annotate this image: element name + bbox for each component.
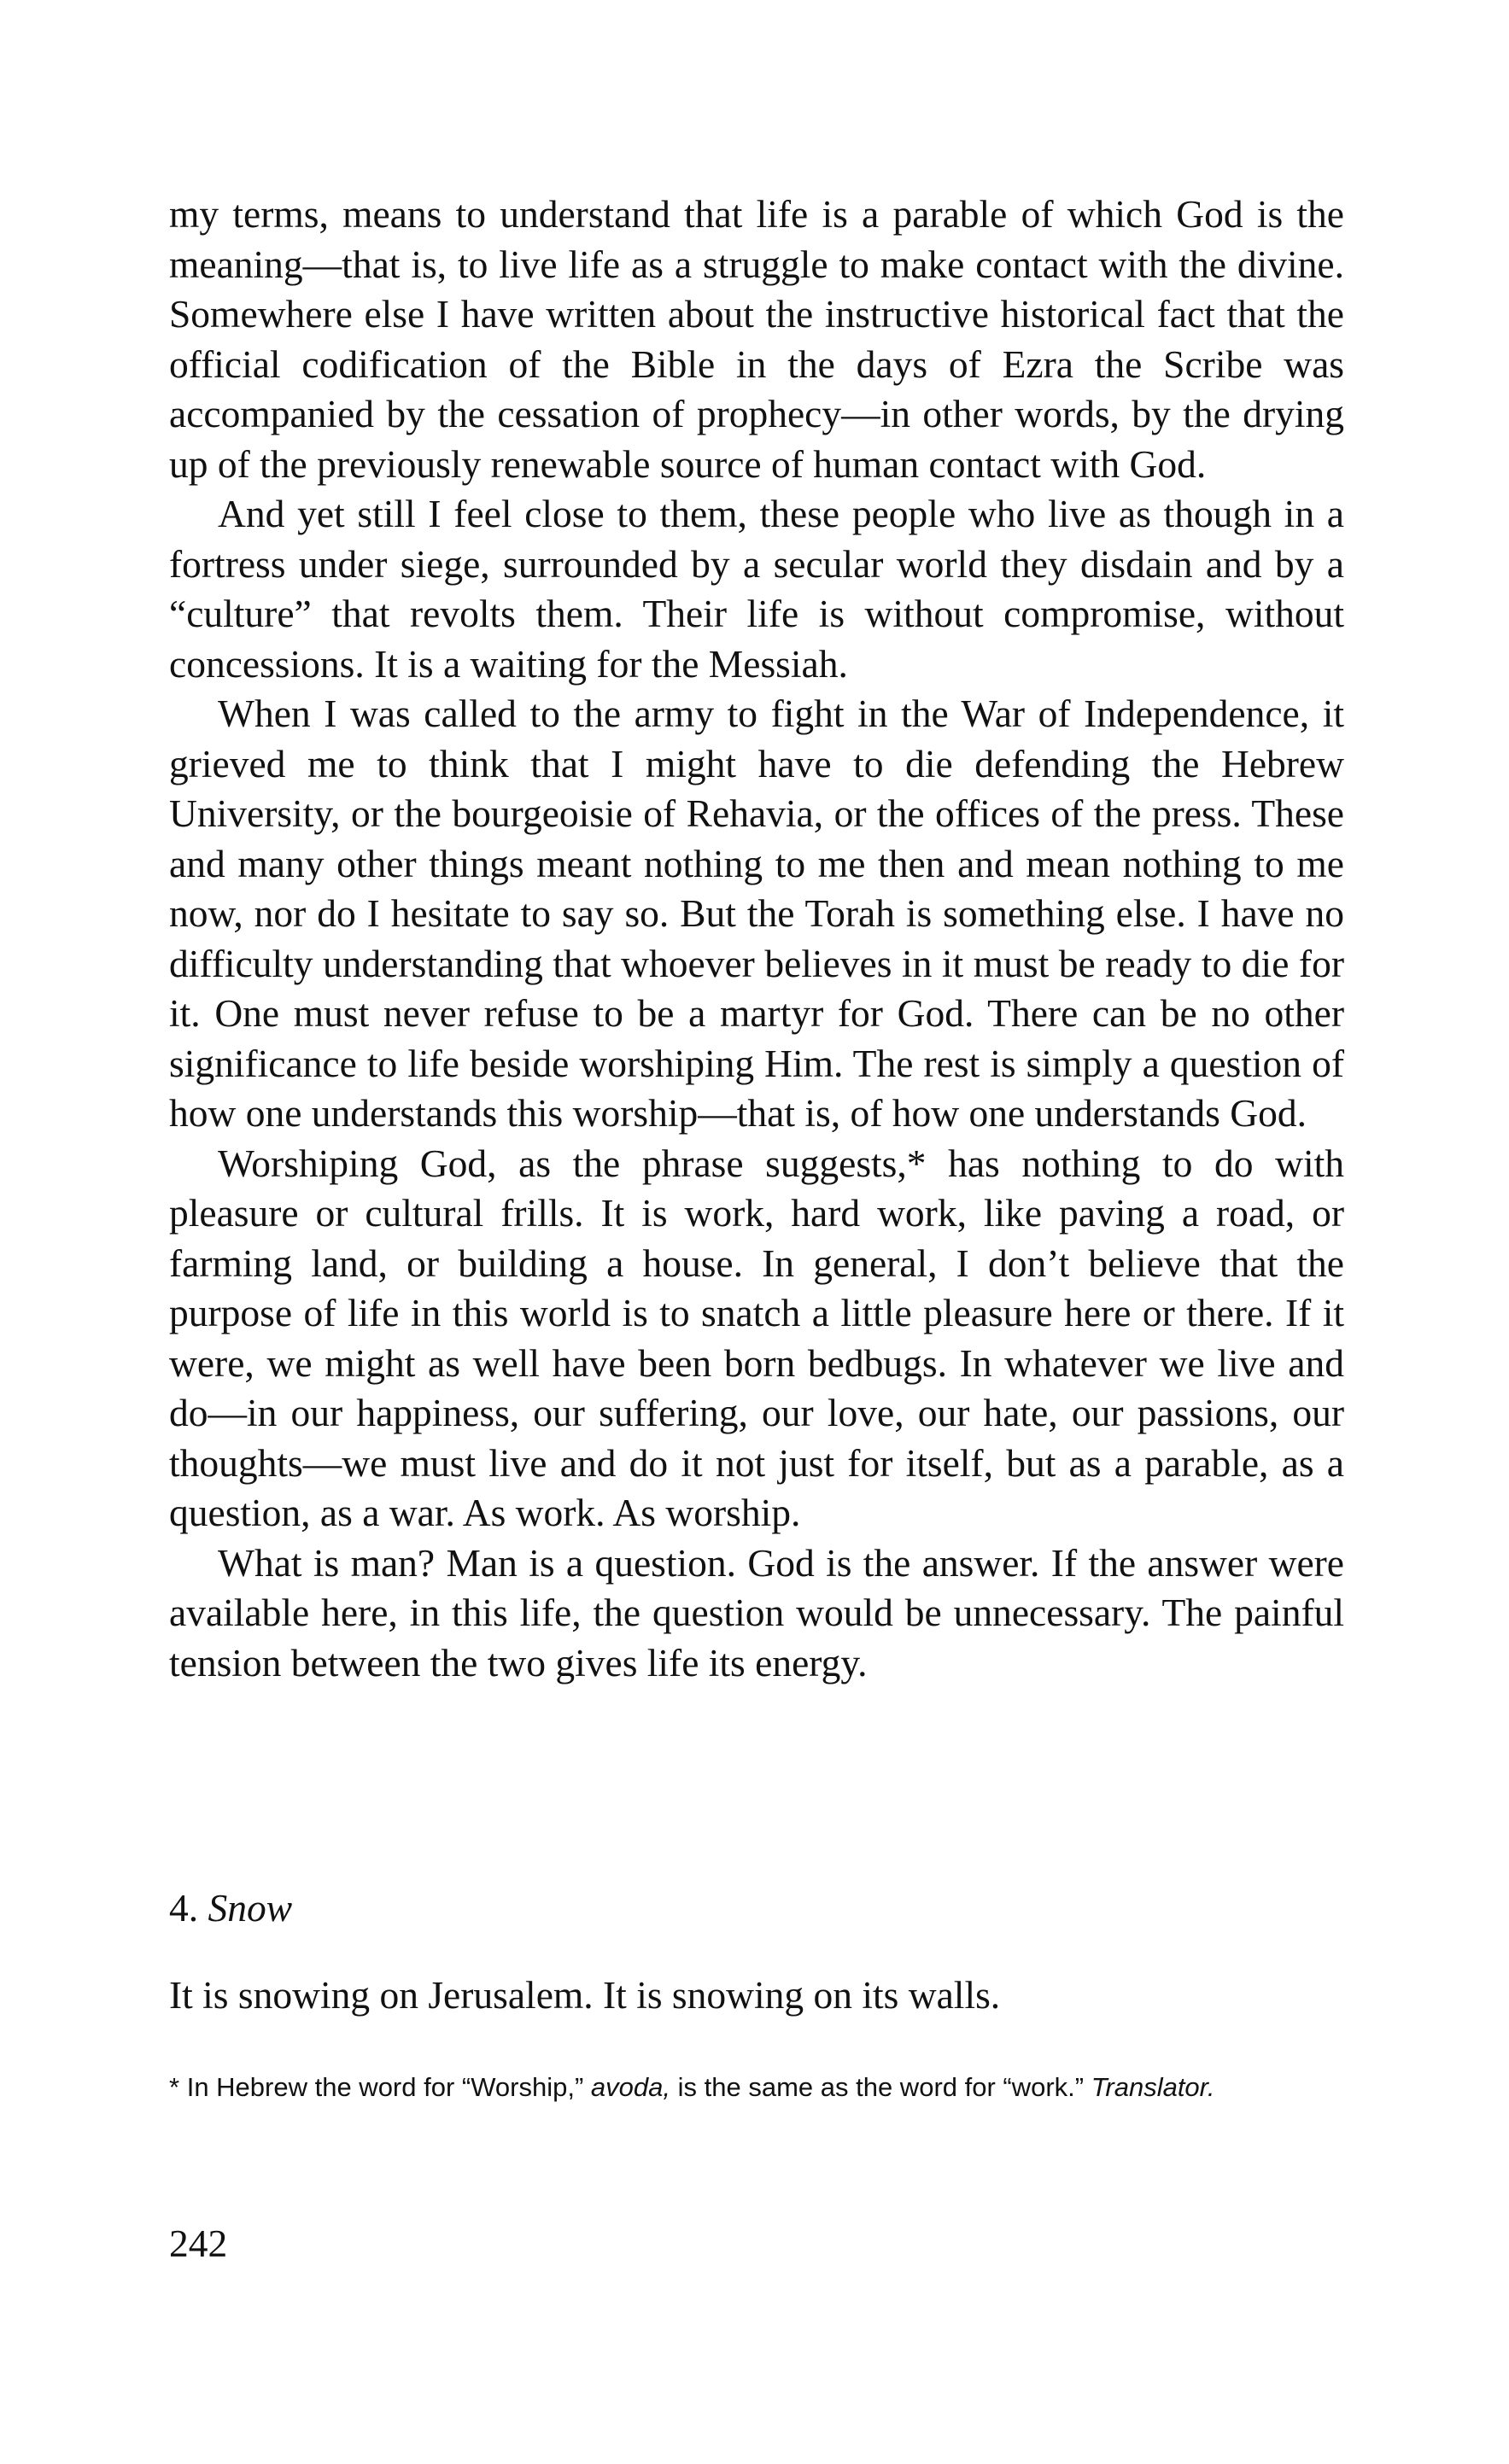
section-heading xyxy=(169,1883,292,1933)
paragraph: Worshiping God, as the phrase suggests,* has nothing to do with pleasure or cultural frills. It is work, hard work, like paving a road, or farming land, or building a house. In general, I don’t believe that the purpose of life in this world is to snatch a little pleasure here or there. If it were, we might as well have been born bedbugs. In whatever we live and do—in our happiness, our suffering, our love, our hate, our passions, our thoughts—we must live and do it not just for itself, but as a parable, as a question, as a war. As work. As worship. xyxy=(169,1141,1344,1534)
paragraph: What is man? Man is a question. God is the answer. If the answer were available here, in this life, the question would be unnecessary. The painful tension between the two gives life its energy. xyxy=(169,1540,1344,1685)
paragraph: And yet still I feel close to them, these people who live as though in a fortress under siege, surrounded by a secular world they disdain and by a “culture” that revolts them. Their life is without compromise, without concessions. It is a waiting for the Messiah. xyxy=(169,492,1344,686)
paragraph: When I was called to the army to fight in the War of Independence, it grieved me to think that I might have to die defending the Hebrew University, or the bourgeoisie of Rehavia, or the offices of the press. These and many other things meant nothing to me then and mean nothing to me now, nor do I hesitate to say so. But the Torah is something else. I have no difficulty understanding that whoever believes in it must be ready to die for it. One must never refuse to be a martyr for God. There can be no other significance to life beside worshiping Him. The rest is simply a question of how one understands this worship—that is, of how one understands God. xyxy=(169,692,1344,1135)
section-first-line: It is snowing on Jerusalem. It is snowing on its walls. xyxy=(169,1973,1001,2017)
paragraph-continued: my terms, means to understand that life is a parable of which God is the meaning—that is, to live life as a struggle to make contact with the divine. Somewhere else I have written about the instructive historical fact that the official codification of the Bible in the days of Ezra the Scribe was accompanied by the cessation of prophecy—in other words, by the drying up of the previously renewable source of human contact with God. xyxy=(169,192,1344,486)
footnote-text: is the same as the word for “work.” xyxy=(677,2072,1085,2102)
section-title: Snow xyxy=(208,1886,293,1930)
footnote-term: avoda, xyxy=(590,2072,670,2102)
page-number: 242 xyxy=(169,2222,228,2265)
footnote-credit: Translator. xyxy=(1091,2072,1215,2102)
footnote-marker: * xyxy=(169,2072,180,2102)
footnote xyxy=(169,2073,1344,2102)
section-number: 4. xyxy=(169,1886,199,1930)
footnote-text: In Hebrew the word for “Worship,” xyxy=(186,2072,584,2102)
body-text xyxy=(169,190,1344,1688)
